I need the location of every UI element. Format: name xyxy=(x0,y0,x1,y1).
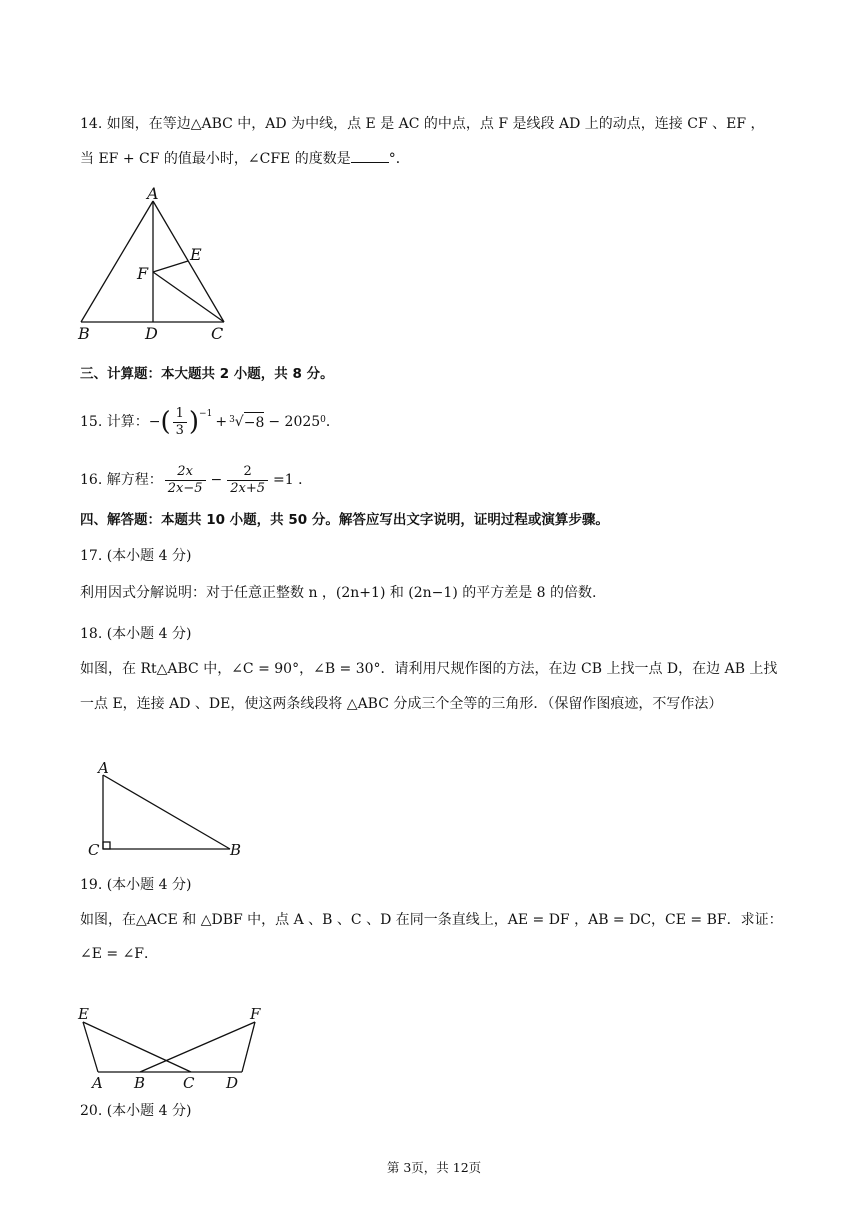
q16-fraction-1 xyxy=(165,464,206,497)
q15-root-index: 3 xyxy=(229,415,235,425)
q15-end: ． xyxy=(325,414,340,430)
q15-exponent: −1 xyxy=(199,409,213,419)
segment-ab xyxy=(103,775,230,849)
q16-rest: =1 ． xyxy=(273,472,313,488)
segment-fd xyxy=(242,1022,255,1072)
q17-heading: 17. (本小题 4 分) xyxy=(80,548,192,564)
segment-ec xyxy=(83,1022,191,1072)
q18-line-2: 一点 E，连接 AD 、DE，使这两条线段将 △ABC 分成三个全等的三角形．（保留作图痕迹，不写作法） xyxy=(80,696,723,712)
q20-heading: 20. (本小题 4 分) xyxy=(80,1103,192,1119)
q17-body: 利用因式分解说明：对于任意正整数 n ，(2n+1) 和 (2n−1) 的平方差是 8 的倍数. xyxy=(80,585,597,601)
q15-radicand: −8 xyxy=(244,412,265,433)
label-f: F xyxy=(250,1005,261,1023)
q16-fraction-1-num: 2x xyxy=(165,464,206,481)
q14-line-2-end: °． xyxy=(388,151,410,167)
q16-prefix: 16. 解方程： xyxy=(80,472,163,488)
q15-line xyxy=(80,400,340,444)
section-4-heading: 四、解答题：本题共 10 小题，共 50 分。解答应写出文字说明，证明过程或演算步骤。 xyxy=(80,512,609,528)
segment-fe xyxy=(153,261,188,272)
label-e: E xyxy=(190,245,202,264)
segment-ea xyxy=(83,1022,98,1072)
q14-line-2 xyxy=(80,148,410,169)
q15-fraction-num: 1 xyxy=(173,406,187,423)
segment-ac xyxy=(153,201,224,322)
segment-fb xyxy=(140,1022,255,1072)
left-paren: ( xyxy=(160,407,171,437)
q15-prefix: 15. 计算： xyxy=(80,414,149,430)
q16-fraction-2-num: 2 xyxy=(227,464,268,481)
label-a: A xyxy=(147,185,159,203)
q19-line-2: ∠E = ∠F． xyxy=(80,946,159,962)
right-paren: ) xyxy=(188,407,200,437)
q18-heading: 18. (本小题 4 分) xyxy=(80,626,192,642)
q19-line-1: 如图，在△ACE 和 △DBF 中，点 A 、B 、C 、D 在同一条直线上，AE = DF ，AB = DC，CE = BF．求证： xyxy=(80,912,783,928)
q19-heading: 19. (本小题 4 分) xyxy=(80,877,192,893)
q15-fraction-den: 3 xyxy=(175,422,184,438)
q19-figure xyxy=(74,1002,274,1097)
radical-sign: √ xyxy=(234,414,244,430)
label-b: B xyxy=(134,1074,146,1092)
q14-line-1: 14. 如图，在等边△ABC 中，AD 为中线，点 E 是 AC 的中点，点 F 是线段 AD 上的动点，连接 CF 、EF ， xyxy=(80,116,765,132)
q16-fraction-1-den: 2x−5 xyxy=(167,480,203,496)
label-e: E xyxy=(78,1005,89,1023)
q16-minus: − xyxy=(210,472,223,488)
q15-rest: − 2025 xyxy=(268,414,321,430)
q15-rest-exp: 0 xyxy=(320,415,326,425)
q18-line-1: 如图，在 Rt△ABC 中，∠C = 90°，∠B = 30°．请利用尺规作图的方法，在边 CB 上找一点 D，在边 AB 上找 xyxy=(80,661,778,677)
q14-line-2-text: 当 EF + CF 的值最小时，∠CFE 的度数是 xyxy=(80,151,351,167)
q16-fraction-2-den: 2x+5 xyxy=(230,480,266,496)
label-b: B xyxy=(230,841,242,859)
label-f: F xyxy=(137,264,149,283)
page-footer: 第 3页，共 12页 xyxy=(386,1160,482,1175)
q15-minus: − xyxy=(148,414,161,430)
q15-plus: + xyxy=(215,414,228,430)
label-c: C xyxy=(211,324,224,343)
label-c: C xyxy=(183,1074,195,1092)
label-a: A xyxy=(98,759,109,777)
q16-line xyxy=(80,458,312,502)
q15-fraction xyxy=(173,406,187,439)
q14-triangle-figure xyxy=(72,185,242,345)
label-d: D xyxy=(145,324,158,343)
label-b: B xyxy=(78,324,90,343)
label-a: A xyxy=(92,1074,103,1092)
segment-ab xyxy=(81,201,153,322)
answer-blank xyxy=(351,148,389,163)
label-d: D xyxy=(226,1074,239,1092)
right-angle-mark xyxy=(103,842,110,849)
segment-fc xyxy=(153,272,224,322)
label-c: C xyxy=(88,841,100,859)
q18-right-triangle-figure xyxy=(84,758,254,864)
q16-fraction-2 xyxy=(227,464,268,497)
section-3-heading: 三、计算题：本大题共 2 小题，共 8 分。 xyxy=(80,366,334,382)
